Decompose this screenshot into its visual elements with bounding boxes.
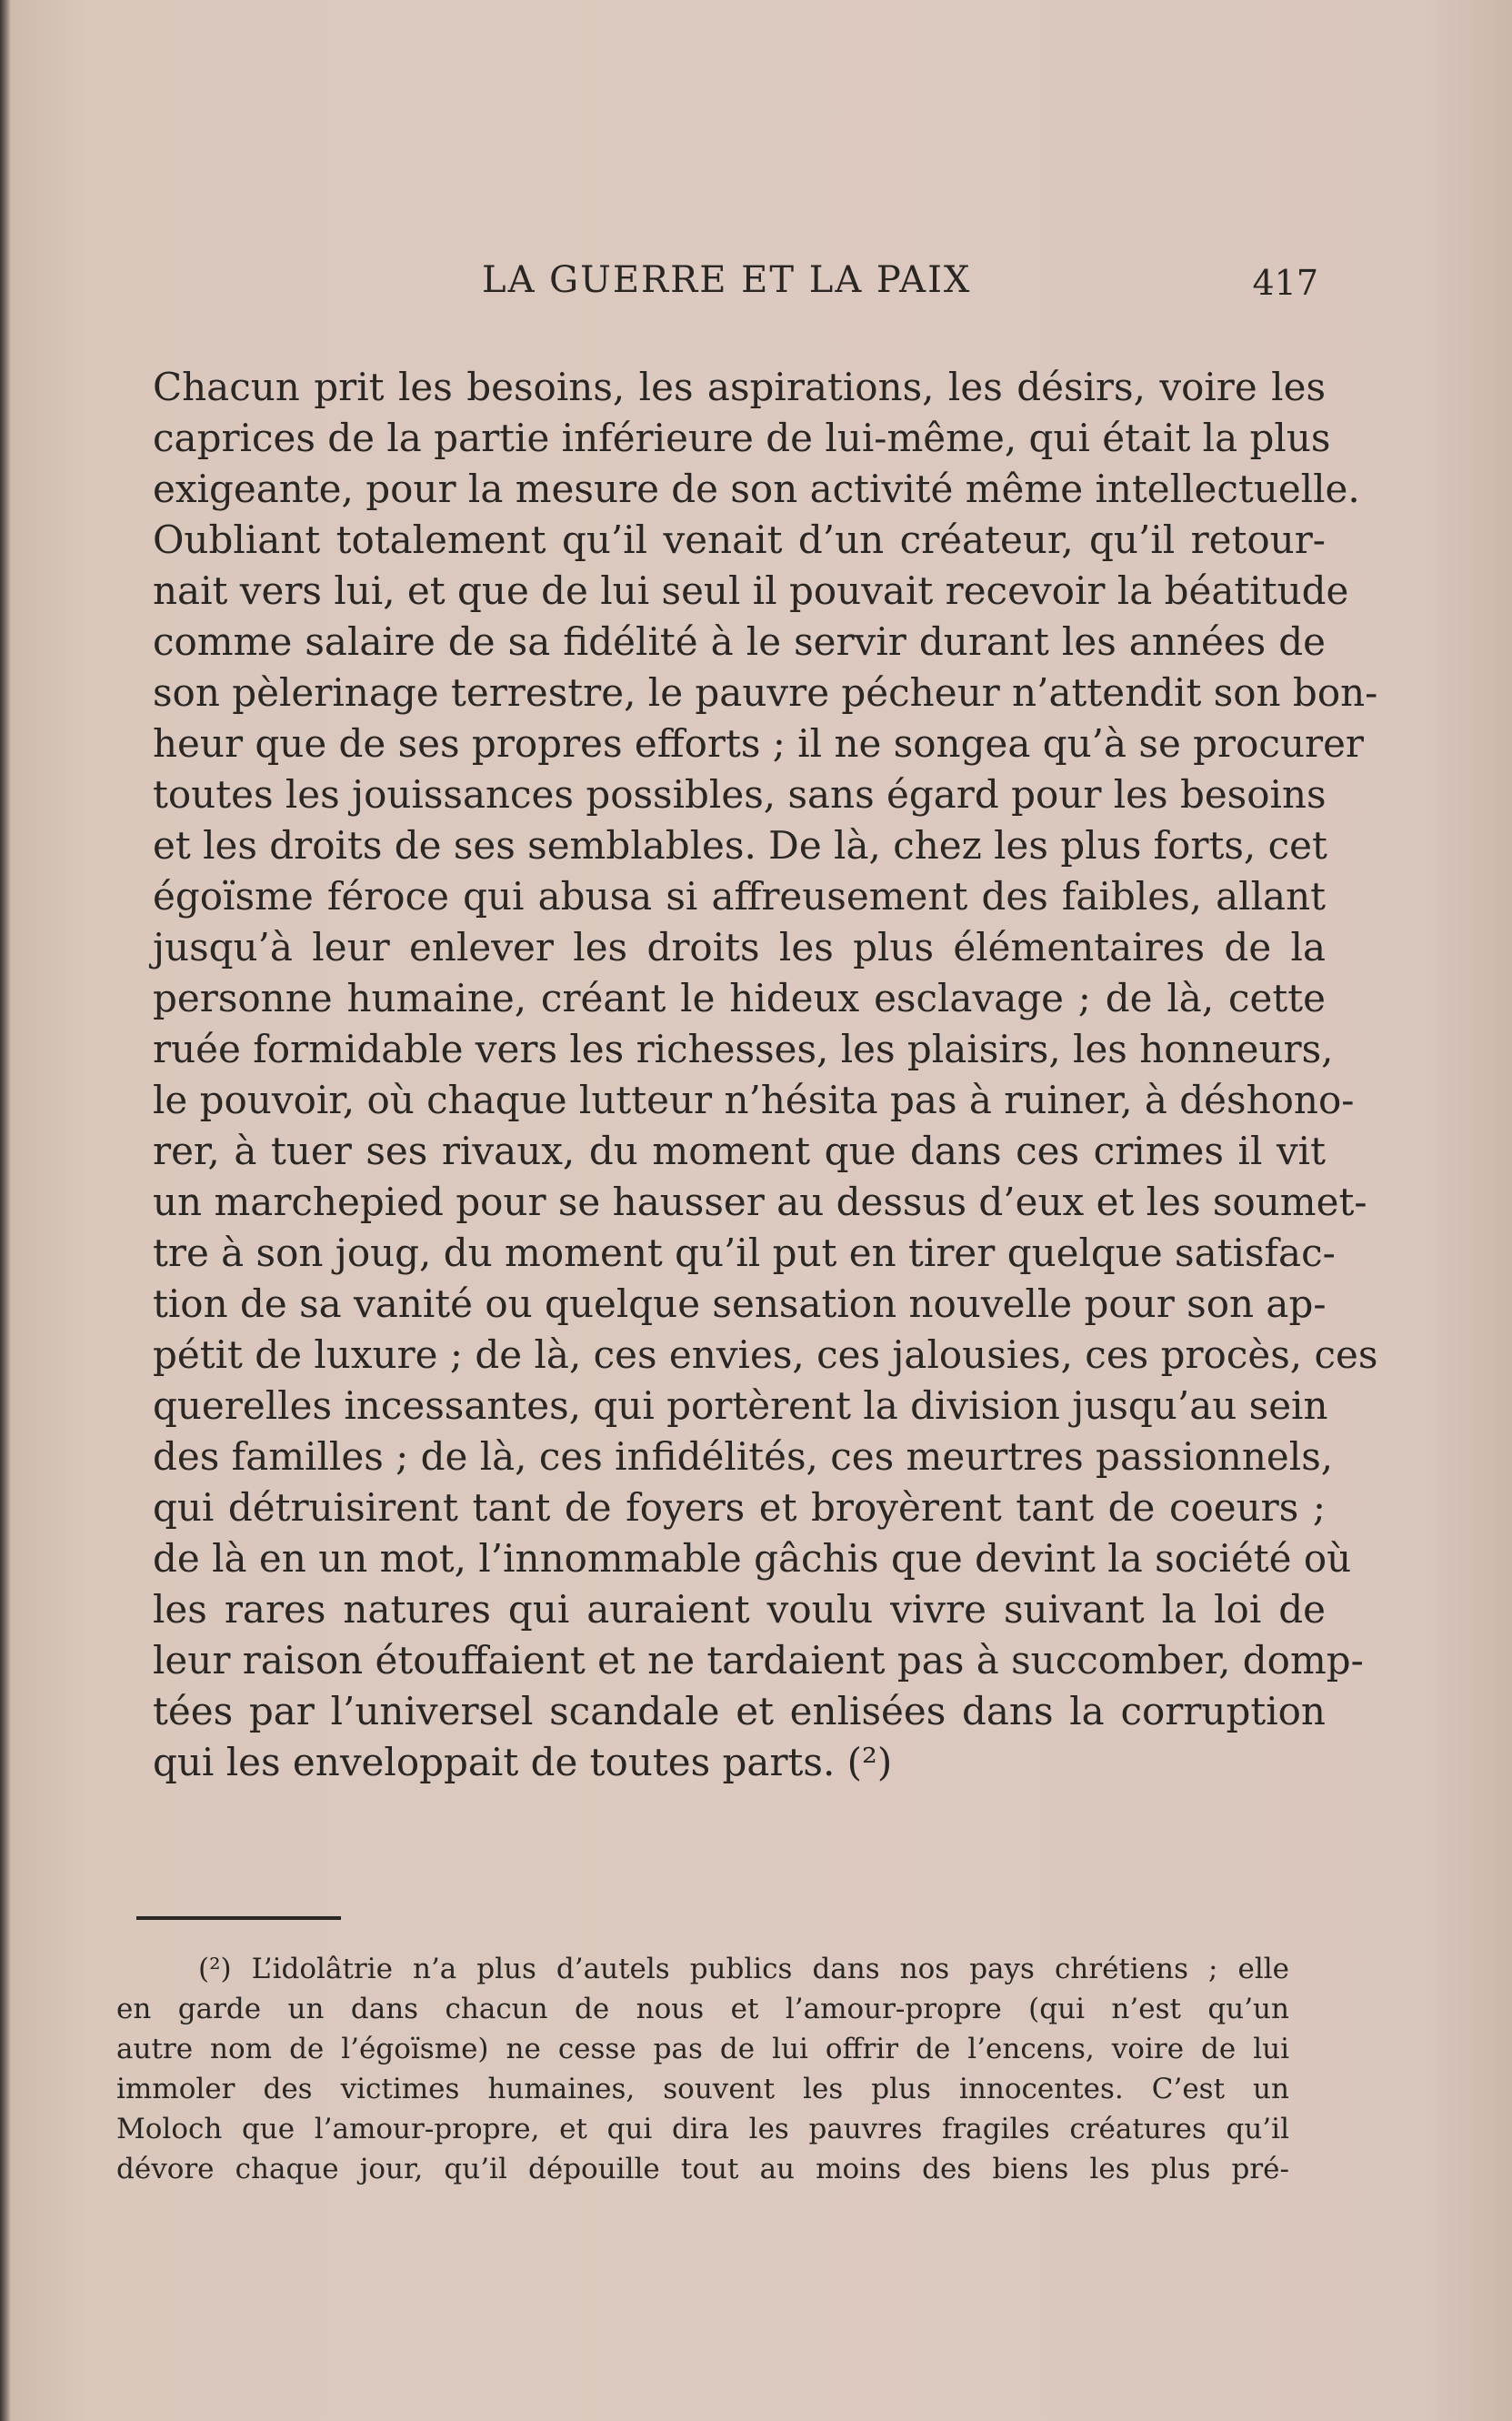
text-line: pétit de luxure ; de là, ces envies, ces jalousies, ces procès, ces — [153, 1332, 1378, 1377]
text-line: et les droits de ses semblables. De là, chez les plus forts, cet — [153, 823, 1327, 868]
text-line-last: qui les enveloppait de toutes parts. (²) — [153, 1740, 893, 1784]
page-header — [136, 259, 1327, 314]
text-line: égoïsme féroce qui abusa si affreusement des faibles, allant — [153, 874, 1326, 919]
text-line: des familles ; de là, ces infidélités, ces meurtres passionnels, — [153, 1434, 1334, 1479]
text-line: personne humaine, créant le hideux esclavage ; de là, cette — [153, 976, 1326, 1020]
text-line: tre à son joug, du moment qu’il put en tirer quelque satisfac- — [153, 1231, 1336, 1275]
footnote-block — [116, 1949, 1289, 2189]
text-line: Chacun prit les besoins, les aspirations, les désirs, voire les — [153, 365, 1326, 409]
text-line: caprices de la partie inférieure de lui-même, qui était la plus — [153, 416, 1331, 460]
text-line: nait vers lui, et que de lui seul il pouvait recevoir la béatitude — [153, 568, 1349, 613]
footnote-line: en garde un dans chacun de nous et l’amour-propre (qui n’est qu’un — [116, 1993, 1289, 2025]
page-number: 417 — [1252, 263, 1318, 303]
text-line: comme salaire de sa fidélité à le servir durant les années de — [153, 619, 1326, 664]
footnote-line: (²) L’idolâtrie n’a plus d’autels publics dans nos pays chrétiens ; elle — [198, 1953, 1289, 1985]
text-line: toutes les jouissances possibles, sans égard pour les besoins — [153, 772, 1327, 817]
page-binding-edge — [0, 0, 11, 2421]
text-line: les rares natures qui auraient voulu vivre suivant la loi de — [153, 1587, 1326, 1632]
footnote-line: immoler des victimes humaines, souvent les plus innocentes. C’est un — [116, 2073, 1289, 2105]
running-title: LA GUERRE ET LA PAIX — [482, 259, 972, 301]
text-line: rer, à tuer ses rivaux, du moment que dans ces crimes il vit — [153, 1129, 1326, 1173]
text-line: un marchepied pour se hausser au dessus d’eux et les soumet- — [153, 1180, 1367, 1224]
footnote-line: autre nom de l’égoïsme) ne cesse pas de lui offrir de l’encens, voire de lui — [116, 2033, 1289, 2065]
text-line: leur raison étouffaient et ne tardaient pas à succomber, domp- — [153, 1638, 1364, 1683]
text-line: jusqu’à leur enlever les droits les plus élémentaires de la — [153, 925, 1326, 969]
text-line: tées par l’universel scandale et enlisées dans la corruption — [153, 1689, 1326, 1733]
footnote-line: Moloch que l’amour-propre, et qui dira les pauvres fragiles créatures qu’il — [116, 2113, 1289, 2145]
footnote-divider — [136, 1916, 341, 1920]
text-line: querelles incessantes, qui portèrent la division jusqu’au sein — [153, 1383, 1328, 1428]
text-line: qui détruisirent tant de foyers et broyèrent tant de coeurs ; — [153, 1485, 1326, 1530]
text-line: le pouvoir, où chaque lutteur n’hésita pas à ruiner, à déshono- — [153, 1078, 1355, 1122]
text-line: heur que de ses propres efforts ; il ne songea qu’à se procurer — [153, 721, 1365, 766]
footnote-line: dévore chaque jour, qu’il dépouille tout au moins des biens les plus pré- — [116, 2153, 1289, 2185]
text-line: Oubliant totalement qu’il venait d’un créateur, qu’il retour- — [153, 517, 1326, 562]
text-line: ruée formidable vers les richesses, les plaisirs, les honneurs, — [153, 1027, 1334, 1071]
main-text — [153, 362, 1378, 1788]
text-line: exigeante, pour la mesure de son activité même intellectuelle. — [153, 467, 1360, 511]
text-line: de là en un mot, l’innommable gâchis que devint la société où — [153, 1536, 1352, 1581]
text-line: son pèlerinage terrestre, le pauvre pécheur n’attendit son bon- — [153, 670, 1378, 715]
text-line: tion de sa vanité ou quelque sensation nouvelle pour son ap- — [153, 1281, 1327, 1326]
